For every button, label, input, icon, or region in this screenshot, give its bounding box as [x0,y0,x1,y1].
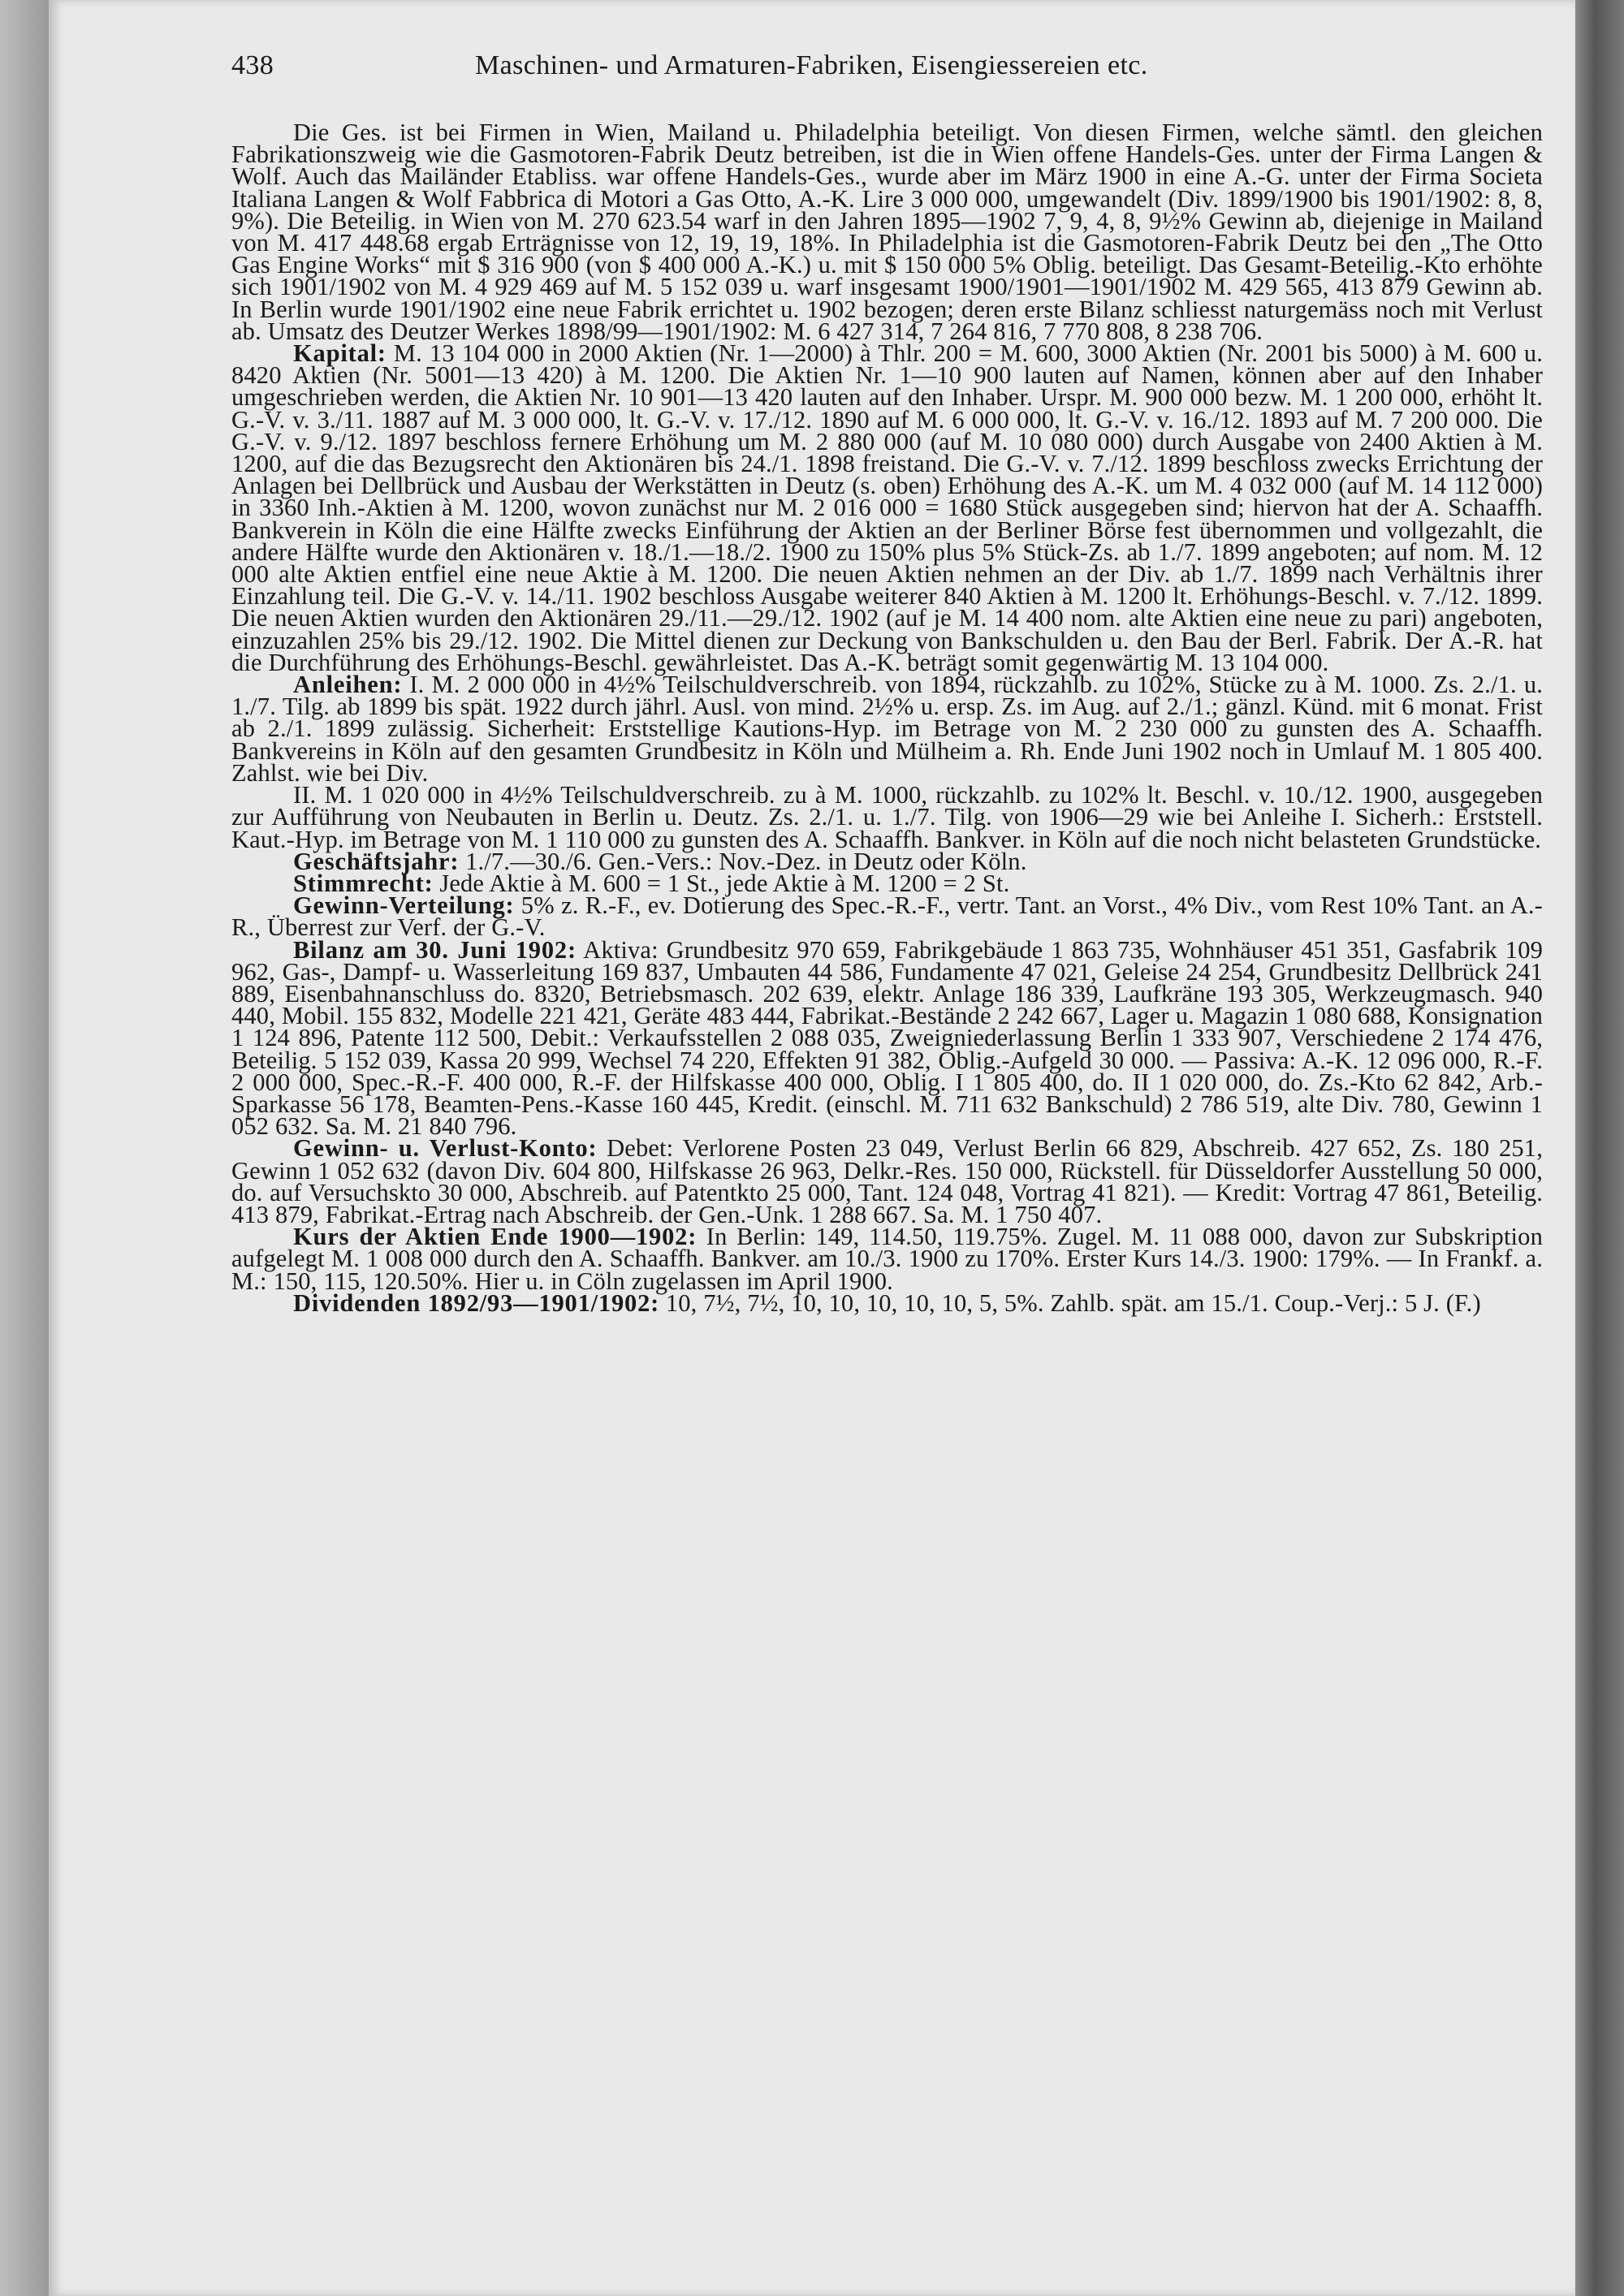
section-label: Gewinn- u. Verlust-Konto: [293,1134,598,1163]
paragraph-text: Die Ges. ist bei Firmen in Wien, Mailand u. Philadelphia beteiligt. Von diesen Firmen, welche sämtl. den gleichen Fabrikationszweig wie die Gasmotoren-Fabrik Deutz betreiben, ist die in Wien offene Handels-Ges. unter der Firma Langen & Wolf. Auch das Mailänder Etabliss. war offene Handels-Ges., wurde aber im März 1900 in eine A.-G. unter der Firma Societa Italiana Langen & Wolf Fabbrica di Motori a Gas Otto, A.-K. Lire 3 000 000, umgewandelt (Div. 1899/1900 bis 1901/1902: 8, 8, 9%). Die Beteilig. in Wien von M. 270 623.54 warf in den Jahren 1895—1902 7, 9, 4, 8, 9½% Gewinn ab, diejenige in Mailand von M. 417 448.68 ergab Erträgnisse von 12, 19, 19, 18%. In Philadelphia ist die Gasmotoren-Fabrik Deutz bei den „The Otto Gas Engine Works“ mit $ 316 900 (von $ 400 000 A.-K.) u. mit $ 150 000 5% Oblig. beteiligt. Das Gesamt-Beteilig.-Kto erhöhte sich 1901/1902 von M. 4 929 469 auf M. 5 152 039 u. warf insgesamt 1900/1901—1901/1902 M. 429 565, 413 879 Gewinn ab. In Berlin wurde 1901/1902 eine neue Fabrik errichtet u. 1902 bezogen; deren erste Bilanz schliesst naturgemäss noch mit Verlust ab. Umsatz des Deutzer Werkes 1898/99—1901/1902: M. 6 427 314, 7 264 816, 7 770 808, 8 238 706. [231,119,1543,345]
section-label: Anleihen: [293,671,403,699]
paragraph-gewinn-verlust [231,1134,1543,1228]
paragraph-text: M. 13 104 000 in 2000 Aktien (Nr. 1—2000) à Thlr. 200 = M. 600, 3000 Aktien (Nr. 2001 bis 5000) à M. 600 u. 8420 Aktien (Nr. 5001—13 420) à M. 1200. Die Aktien Nr. 1—10 900 lauten auf Namen, können aber auf den Inhaber umgeschrieben werden, die Aktien Nr. 10 901—13 420 lauten auf den Inhaber. Urspr. M. 900 000 bezw. M. 1 200 000, erhöht lt. G.-V. v. 3./11. 1887 auf M. 3 000 000, lt. G.-V. v. 17./12. 1890 auf M. 6 000 000, lt. G.-V. v. 16./12. 1893 auf M. 7 200 000. Die G.-V. v. 9./12. 1897 beschloss fernere Erhöhung um M. 2 880 000 (auf M. 10 080 000) durch Ausgabe von 2400 Aktien à M. 1200, auf die das Bezugsrecht den Aktionären bis 24./1. 1898 freistand. Die G.-V. v. 7./12. 1899 beschloss zwecks Errichtung der Anlagen bei Dellbrück und Ausbau der Werkstätten in Deutz (s. oben) Erhöhung des A.-K. um M. 4 032 000 (auf M. 14 112 000) in 3360 Inh.-Aktien à M. 1200, wovon zunächst nur M. 2 016 000 = 1680 Stück ausgegeben sind; hiervon hat der A. Schaaffh. Bankverein in Köln die eine Hälfte zwecks Einführung der Aktien an der Berliner Börse fest übernommen und vollgezahlt, die andere Hälfte wurde den Aktionären v. 18./1.—18./2. 1900 zu 150% plus 5% Stück-Zs. ab 1./7. 1899 angeboten; auf nom. M. 12 000 alte Aktien entfiel eine neue Aktie à M. 1200. Die neuen Aktien nehmen an der Div. ab 1./7. 1899 nach Verhältnis ihrer Einzahlung teil. Die G.-V. v. 14./11. 1902 beschloss Ausgabe weiterer 840 Aktien à M. 1200 lt. Erhöhungs-Beschl. v. 7./12. 1899. Die neuen Aktien wurden den Aktionären 29./11.—29./12. 1902 (auf je M. 14 400 nom. alte Aktien eine neue zu pari) angeboten, einzuzahlen 25% bis 29./12. 1902. Die Mittel dienen zur Deckung von Bankschulden u. den Bau der Berl. Fabrik. Der A.-R. hat die Durchführung des Erhöhungs-Beschl. gewährleistet. Das A.-K. beträgt somit gegenwärtig M. 13 104 000. [231,339,1544,676]
paragraph-text: I. M. 2 000 000 in 4½% Teilschuldverschreib. von 1894, rückzahlb. zu 102%, Stücke zu à M. 1000. Zs. 2./1. u. 1./7. Tilg. ab 1899 bis spät. 1922 durch jährl. Ausl. von mind. 2½% u. ersp. Zs. im Aug. auf 2./1.; gänzl. Künd. mit 6 monat. Frist ab 2./1. 1899 zulässig. Sicherheit: Erststellige Kautions-Hyp. im Betrage von M. 2 230 000 zu gunsten des A. Schaaffh. Bankvereins in Köln auf den gesamten Grundbesitz in Köln und Mülheim a. Rh. Ende Juni 1902 noch in Umlauf M. 1 805 400. Zahlst. wie bei Div. [231,671,1543,787]
section-label: Dividenden 1892/93—1901/1902: [293,1288,660,1317]
page-header [231,50,1531,99]
section-label: Kurs der Aktien Ende 1900—1902: [293,1223,698,1251]
paragraph-text: Debet: Verlorene Posten 23 049, Verlust Berlin 66 829, Abschreib. 427 652, Zs. 180 251, Gewinn 1 052 632 (davon Div. 604 800, Hilfskasse 26 963, Delkr.-Res. 150 000, Rückstell. für Düsseldorfer Ausstellung 50 000, do. auf Versuchskto 30 000, Abschreib. auf Patentkto 25 000, Tant. 124 048, Vortrag 41 821). — Kredit: Vortrag 47 861, Beteilig. 413 879, Fabrikat.-Ertrag nach Abschreib. der Gen.-Unk. 1 288 667. Sa. M. 1 750 407. [231,1134,1543,1228]
book-spine-shadow [1575,0,1624,2296]
page-left-edge [0,0,49,2296]
paragraph-beteiligung [231,119,1543,345]
paragraph-text: 1./7.—30./6. Gen.-Vers.: Nov.-Dez. in Deutz oder Köln. [465,847,1027,875]
page-number: 438 [231,50,274,80]
page-body [231,119,1544,1317]
paragraph-text: II. M. 1 020 000 in 4½% Teilschuldverschreib. zu à M. 1000, rückzahlb. zu 102% lt. Beschl. v. 10./12. 1900, ausgegeben zur Aufführung von Neubauten in Berlin u. Deutz. Zs. 2./1. u. 1./7. Tilg. von 1906—29 wie bei Anleihe I. Sicherh.: Erststell. Kaut.-Hyp. im Betrage von M. 1 110 000 zu gunsten des A. Schaaffh. Bankver. in Köln auf die noch nicht belasteten Grundstücke. [231,781,1543,853]
paragraph-text: 5% z. R.-F., ev. Dotierung des Spec.-R.-F., vertr. Tant. an Vorst., 4% Div., vom Rest 10% Tant. an A.-R., Überrest zur Verf. der G.-V. [231,891,1543,942]
section-label: Geschäftsjahr: [293,847,460,875]
paragraph-text: In Berlin: 149, 114.50, 119.75%. Zugel. M. 11 088 000, davon zur Subskription aufgelegt M. 1 008 000 durch den A. Schaaffh. Bankver. am 10./3. 1900 zu 170%. Erster Kurs 14./3. 1900: 179%. — In Frankf. a. M.: 150, 115, 120.50%. Hier u. in Cöln zugelassen im April 1900. [231,1223,1543,1295]
paragraph-text: Jede Aktie à M. 600 = 1 St., jede Aktie à M. 1200 = 2 St. [439,869,1010,897]
running-title: Maschinen- und Armaturen-Fabriken, Eisengiessereien etc. [475,50,1148,80]
section-label: Kapital: [293,339,387,368]
section-label: Gewinn-Verteilung: [293,891,515,920]
paragraph-kapital [231,339,1544,676]
paragraph-bilanz [231,935,1543,1141]
paragraph-dividenden [231,1288,1543,1317]
paragraph-anleihe-2 [231,781,1543,853]
paragraph-text: 10, 7½, 7½, 10, 10, 10, 10, 10, 5, 5%. Zahlb. spät. am 15./1. Coup.-Verj.: 5 J. (F.) [665,1288,1481,1317]
paragraph-kurs [231,1223,1543,1295]
section-label: Bilanz am 30. Juni 1902: [293,935,577,964]
paragraph-anleihen [231,671,1543,787]
paragraph-gewinn-verteilung [231,891,1543,942]
paragraph-text: Aktiva: Grundbesitz 970 659, Fabrikgebäude 1 863 735, Wohnhäuser 451 351, Gasfabrik 109 962, Gas-, Dampf- u. Wasserleitung 169 837, Umbauten 44 586, Fundamente 47 021, Geleise 24 254, Grundbesitz Dellbrück 241 889, Eisenbahnanschluss do. 8320, Betriebsmasch. 202 639, elektr. Anlage 186 339, Laufkräne 193 305, Werkzeugmasch. 940 440, Mobil. 155 832, Modelle 221 421, Geräte 483 444, Fabrikat.-Bestände 2 242 667, Lager u. Magazin 1 080 688, Konsignation 1 124 896, Patente 112 500, Debit.: Verkaufsstellen 2 088 035, Zweigniederlassung Berlin 1 333 907, Verschiedene 2 174 476, Beteilig. 5 152 039, Kassa 20 999, Wechsel 74 220, Effekten 91 382, Oblig.-Aufgeld 30 000. — Passiva: A.-K. 12 096 000, R.-F. 2 000 000, Spec.-R.-F. 400 000, R.-F. der Hilfskasse 400 000, Oblig. I 1 805 400, do. II 1 020 000, do. Zs.-Kto 62 842, Arb.-Sparkasse 56 178, Beamten-Pens.-Kasse 160 445, Kredit. (einschl. M. 711 632 Bankschuld) 2 786 519, alte Div. 780, Gewinn 1 052 632. Sa. M. 21 840 796. [231,935,1543,1141]
section-label: Stimmrecht: [293,869,434,897]
